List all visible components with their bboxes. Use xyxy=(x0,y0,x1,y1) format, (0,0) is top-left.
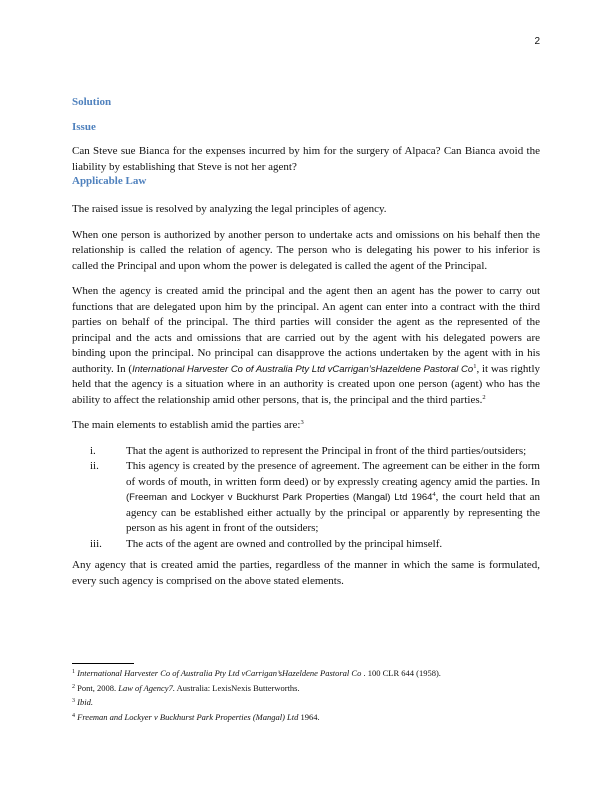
agency-created-text-cont: , it was rightly held that the agency is a situation where in an authority is created upon one person (agent) who has the ability to affect the relationship amid other persons, that is, the principal and the third parties. xyxy=(72,362,541,406)
footnote-ref-1[interactable]: 1 xyxy=(473,362,477,370)
list-item-text-cont: , the court held that an agency can be established either actually by the principal or apparently by representing the person as his agent in front of the outsiders; xyxy=(126,491,540,534)
footnote-author: Pont, 2008. xyxy=(77,682,119,693)
list-item-number: iii. xyxy=(90,537,102,550)
elements-list xyxy=(72,444,540,553)
heading-applicable-law: Applicable Law xyxy=(72,175,147,187)
footnote-citation: International Harvester Co of Australia Pty Ltd vCarrigan’sHazeldene Pastoral Co xyxy=(77,668,362,678)
document-body xyxy=(72,96,540,589)
heading-issue: Issue xyxy=(72,121,96,133)
list-item xyxy=(72,537,540,553)
footnote-citation: Law of Agency7. xyxy=(118,682,175,693)
footnote-4 xyxy=(72,710,540,725)
agency-created-text: When the agency is created amid the principal and the agent then an agent has the power to carry out functions that are delegated upon him by the principal. An agent can enter into a contract with the third parties on behalf of the principal. The third parties will consider the agent as the represented of the principal and the acts and omissions that are carried out by the agent with his delegated powers are binding upon the principal. No principal can disapprove the actions undertaken by the agent with in his authority. In ( xyxy=(72,285,540,375)
footnote-ref-3[interactable]: 3 xyxy=(300,419,304,426)
heading-solution: Solution xyxy=(72,96,112,108)
footnote-number: 3 xyxy=(72,698,75,704)
footnote-separator xyxy=(72,663,134,664)
list-item-number: i. xyxy=(90,444,96,457)
paragraph-closing: Any agency that is created amid the parties, regardless of the manner in which the same is formulated, every such agency is comprised on the above stated elements. xyxy=(72,559,540,587)
paragraph-relation: When one person is authorized by another person to undertake acts and omissions on his behalf then the relationship is called the relation of agency. The person who is delegating his power to his inferior is called the Principal and upon whom the power is delegated is called the agent of the Principal. xyxy=(72,228,540,272)
list-item-text: That the agent is authorized to represent the Principal in front of the third parties/outsiders; xyxy=(126,444,527,457)
footnote-detail: . 100 CLR 644 (1958). xyxy=(361,668,441,678)
footnote-citation: Ibid. xyxy=(77,697,93,707)
footnote-2 xyxy=(72,681,540,696)
footnote-citation: Freeman and Lockyer v Buckhurst Park Properties (Mangal) Ltd xyxy=(77,711,299,722)
footnote-number: 2 xyxy=(72,683,75,690)
case-citation-harvester: International Harvester Co of Australia Pty Ltd vCarrigan’sHazeldene Pastoral Co xyxy=(132,363,474,375)
footnote-1 xyxy=(72,666,540,681)
list-item-text: This agency is created by the presence of agreement. The agreement can be either in the form of words of mouth, in written form deed) or by expressly creating agency amid the parties. In xyxy=(126,460,540,488)
footnote-number: 1 xyxy=(72,669,75,675)
paragraph-resolved: The raised issue is resolved by analyzing the legal principles of agency. xyxy=(72,203,387,215)
footnote-number: 4 xyxy=(72,712,75,719)
footnote-detail: 1964. xyxy=(298,711,320,722)
list-item-text: The acts of the agent are owned and controlled by the principal himself. xyxy=(126,537,443,550)
page-number: 2 xyxy=(534,36,540,47)
list-item xyxy=(72,444,540,460)
list-item-number: ii. xyxy=(90,460,99,472)
footnote-ref-4[interactable]: 4 xyxy=(432,491,436,498)
paragraph-agency-created xyxy=(72,284,540,408)
paragraph-elements-intro xyxy=(72,418,540,434)
list-item xyxy=(72,459,540,537)
elements-intro-text: The main elements to establish amid the parties are: xyxy=(72,419,301,431)
footnotes xyxy=(72,666,540,724)
footnote-ref-2[interactable]: 2 xyxy=(482,393,486,401)
issue-question: Can Steve sue Bianca for the expenses incurred by him for the surgery of Alpaca? Can Bianca avoid the liability by establishing that Steve is not her agent? xyxy=(72,145,540,173)
footnote-3 xyxy=(72,695,540,710)
footnote-detail: Australia: LexisNexis Butterworths. xyxy=(174,682,300,693)
case-citation-freeman: (Freeman and Lockyer v Buckhurst Park Properties (Mangal) Ltd 1964 xyxy=(126,492,433,503)
